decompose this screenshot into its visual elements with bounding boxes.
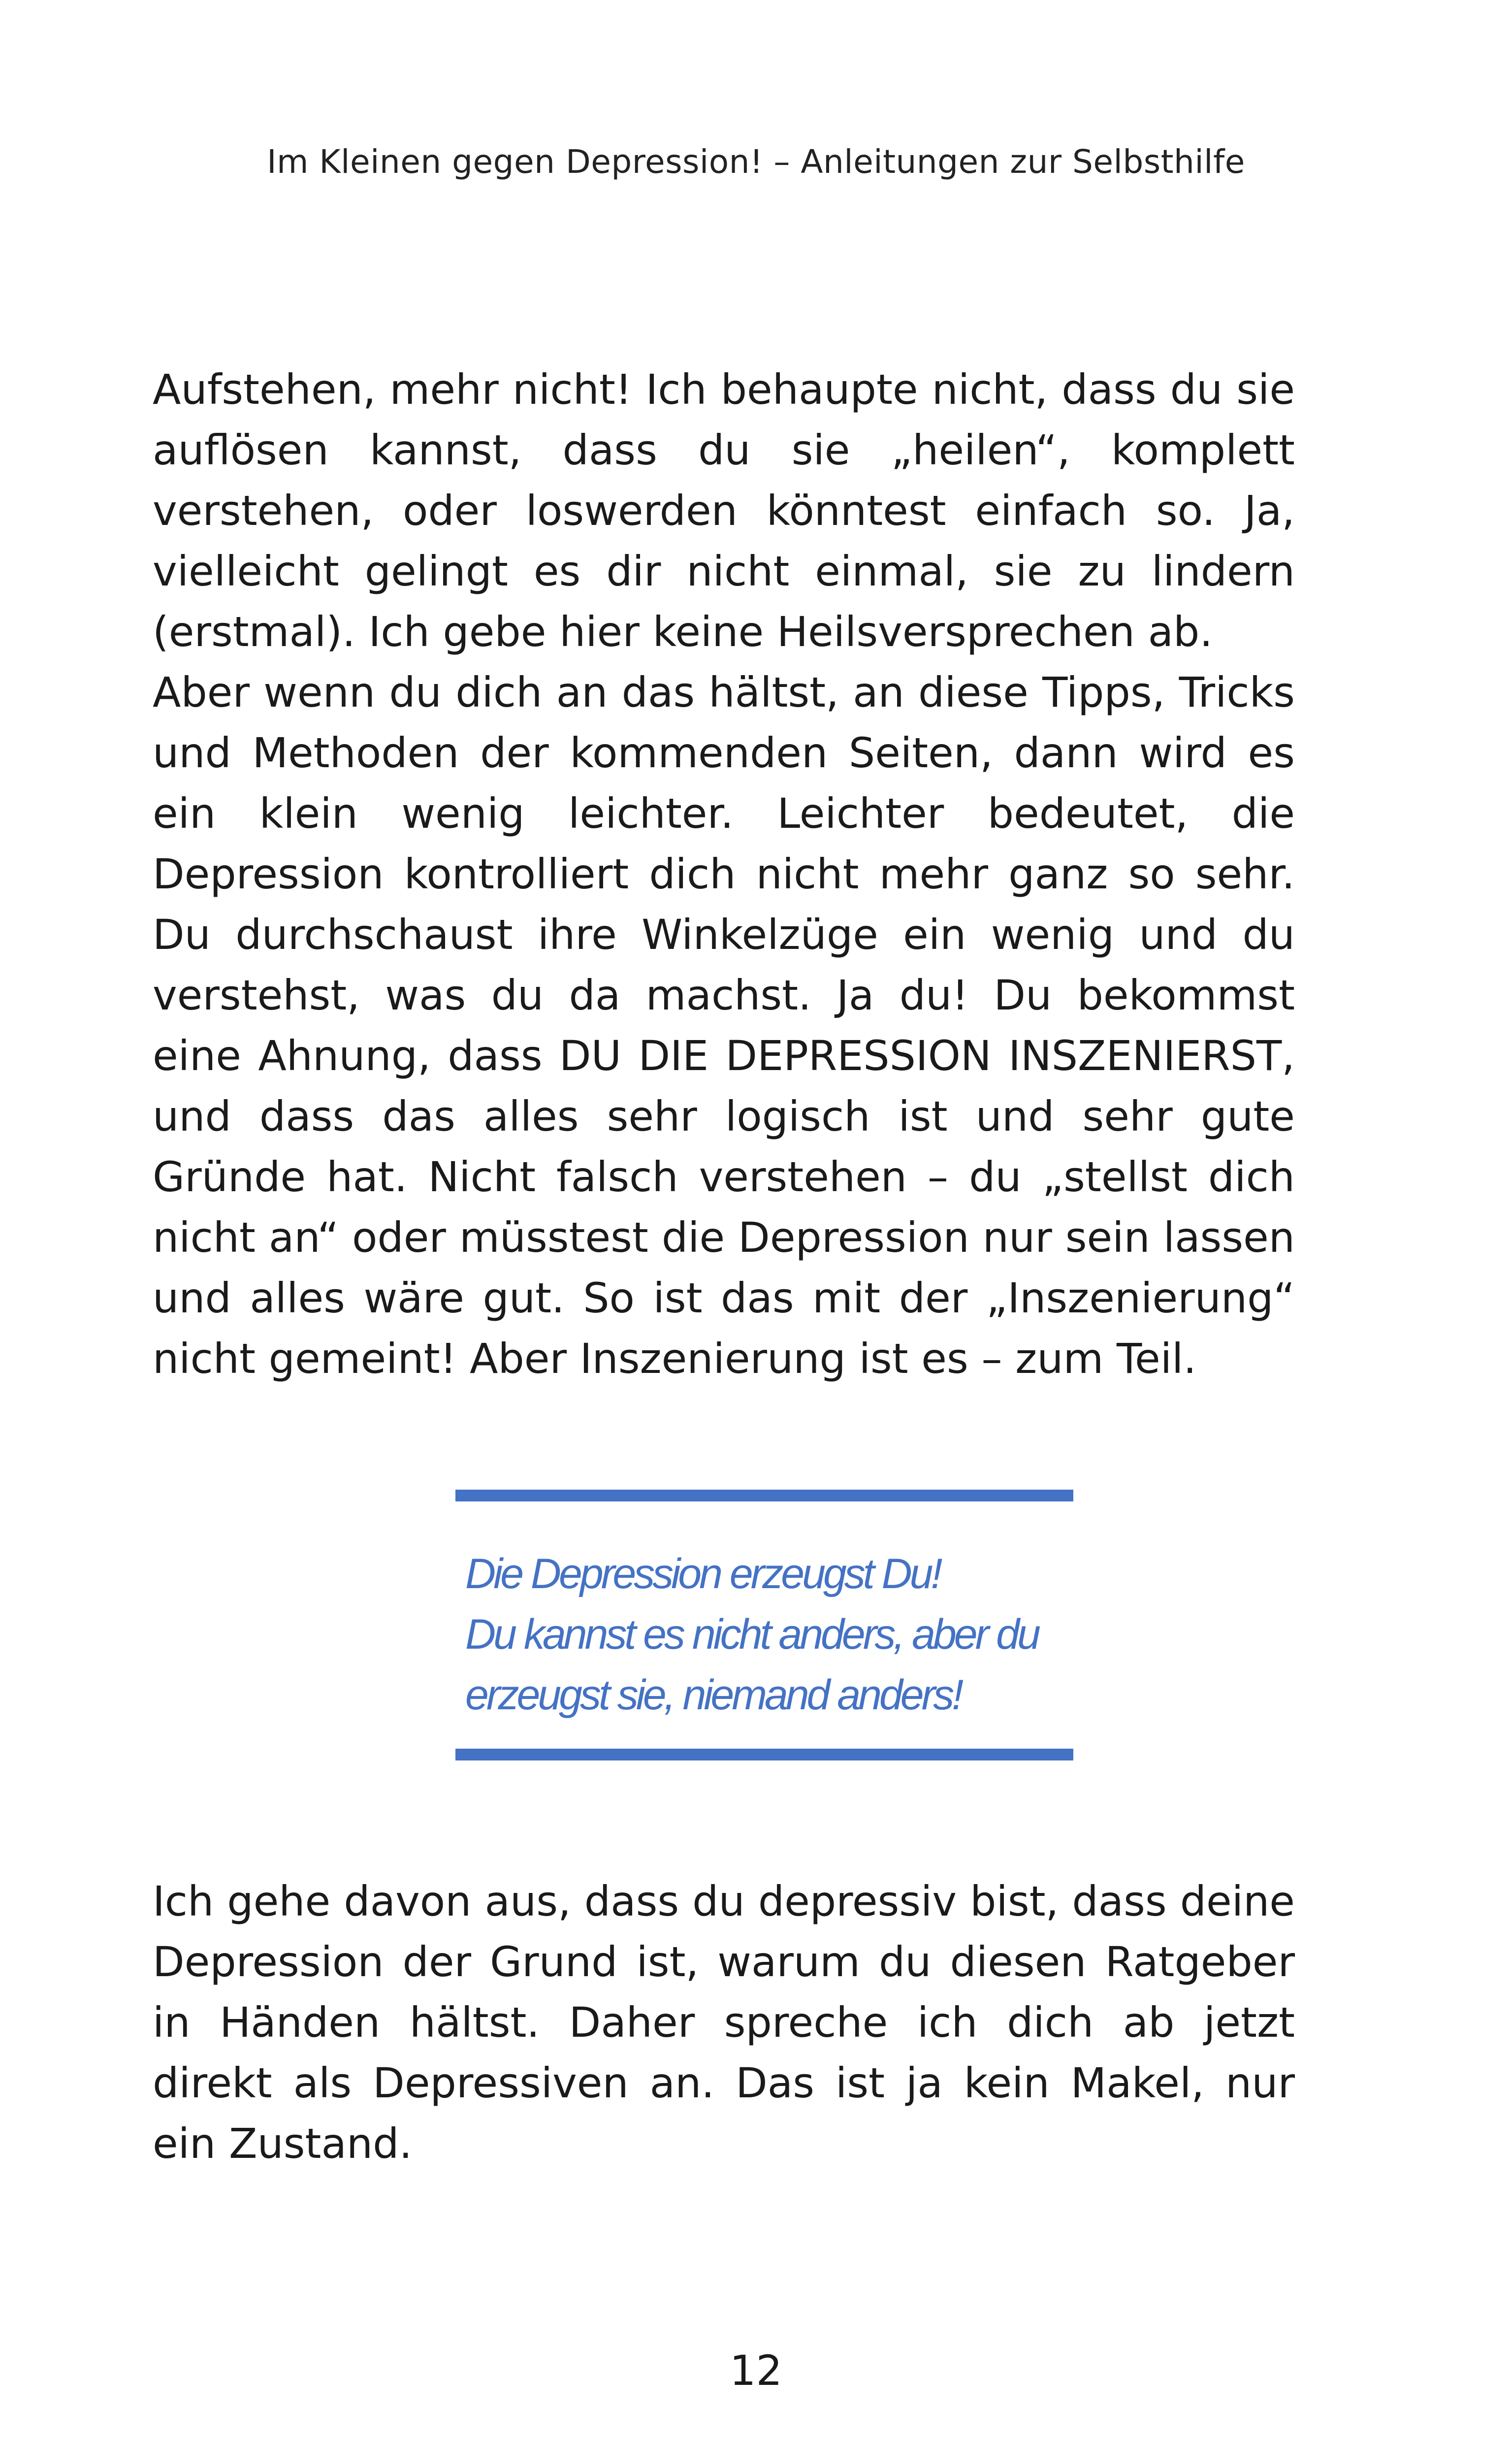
quote-top-rule <box>455 1490 1073 1501</box>
paragraph: Aber wenn du dich an das hältst, an diese Tipps, Tricks und Methoden der kommenden Seiten, dann wird es ein klein wenig leichter. Leichter bedeutet, die Depression kontrolliert dich nicht mehr ganz so sehr. Du durchschaust ihre Winkelzüge ein wenig und du verstehst, was du da machst. Ja du! Du bekommst eine Ahnung, dass DU DIE DEPRESSION INSZENIERST, und dass das alles sehr logisch ist und sehr gute Gründe hat. Nicht falsch verstehen – du „stellst dich nicht an“ oder müsstest die Depression nur sein lassen und alles wäre gut. So ist das mit der „Inszenierung“ nicht gemeint! Aber Inszenierung ist es – zum Teil. <box>153 668 1295 1383</box>
running-header: Im Kleinen gegen Depression! – Anleitungen zur Selbsthilfe <box>267 143 1245 181</box>
body-text-section <box>153 1871 1295 2174</box>
page-number: 12 <box>730 2346 782 2395</box>
pull-quote-line: Du kannst es nicht anders, aber du <box>465 1611 1038 1658</box>
pull-quote-line: Die Depression erzeugst Du! <box>465 1550 940 1597</box>
quote-bottom-rule <box>455 1749 1073 1760</box>
paragraph: Aufstehen, mehr nicht! Ich behaupte nicht, dass du sie auflösen kannst, dass du sie „heilen“, komplett verstehen, oder loswerden könntest einfach so. Ja, vielleicht gelingt es dir nicht einmal, sie zu lindern (erstmal). Ich gebe hier keine Heilsversprechen ab. <box>153 365 1295 656</box>
pull-quote-line: erzeugst sie, niemand anders! <box>465 1671 962 1719</box>
paragraph: Ich gehe davon aus, dass du depressiv bist, dass deine Depression der Grund ist, warum du diesen Ratgeber in Händen hältst. Daher spreche ich dich ab jetzt direkt als Depressiven an. Das ist ja kein Makel, nur ein Zustand. <box>153 1877 1295 2168</box>
pull-quote-text <box>465 1544 1066 1726</box>
body-text-section <box>153 359 1295 1389</box>
pull-quote <box>455 1490 1073 1765</box>
